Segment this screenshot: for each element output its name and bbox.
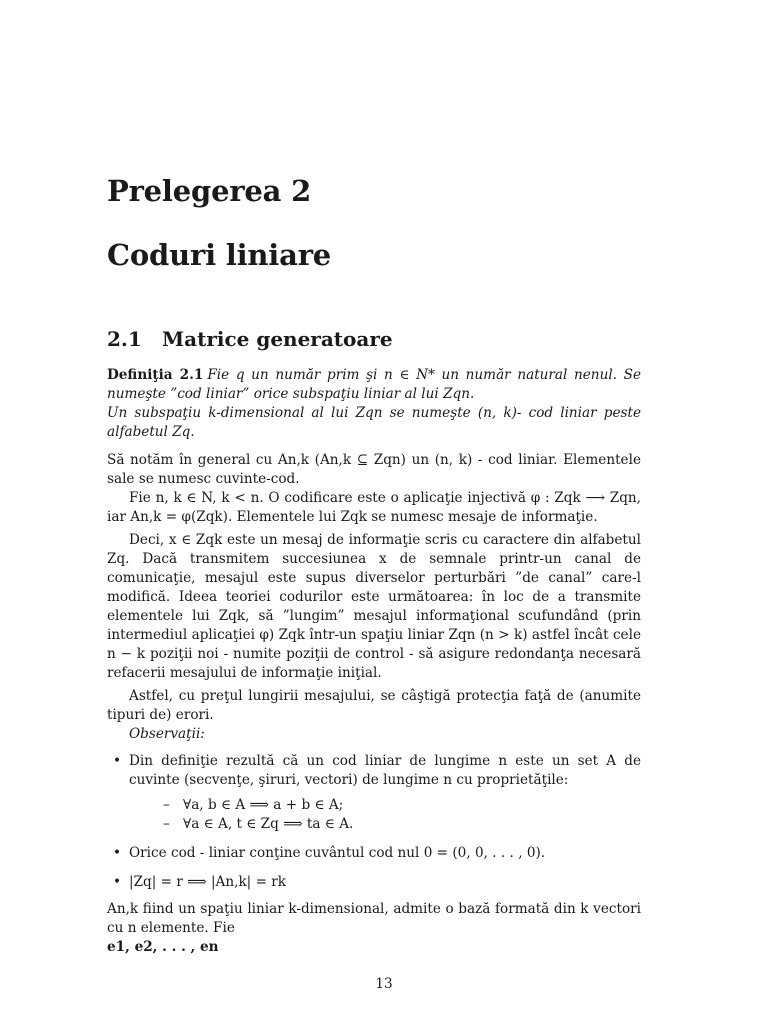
property-item-1: – ∀a, b ∈ A ⟹ a + b ∈ A; [129,796,641,815]
paragraph-1: Să notăm în general cu An,k (An,k ⊆ Zqn) un (n, k) - cod liniar. Elementele sale se numesc cuvinte-cod. [107,452,641,487]
lecture-title: Prelegerea 2 [107,174,312,208]
bullet-text-2: Orice cod - liniar conţine cuvântul cod nul 0 = (0, 0, . . . , 0). [129,845,546,861]
property-item-2: – ∀a ∈ A, t ∈ Zq ⟹ ta ∈ A. [129,815,641,834]
definition-text-1: Fie q un număr prim şi n ∈ N* un număr natural nenul. Se numeşte ”cod liniar” orice subspaţiu liniar al lui Zqn. [107,367,641,402]
section-heading [107,327,393,351]
bullet-text-1: Din definiţie rezultă că un cod liniar de lungime n este un set A de cuvinte (secvenţe, şiruri, vectori) de lungime n cu proprietăţile: [129,753,641,788]
definition-text-2: Un subspaţiu k-dimensional al lui Zqn se numeşte (n, k)- cod liniar peste alfabetul Zq. [107,405,641,440]
chapter-title: Coduri liniare [107,238,332,272]
definition-label: Definiţia 2.1 [107,367,204,383]
paragraph-4: Astfel, cu preţul lungirii mesajului, se câştigă protecţia faţă de (anumite tipuri de) erori. [107,688,641,723]
property-list [129,796,641,834]
bullet-text-3: |Zq| = r ⟹ |An,k| = rk [129,874,287,890]
list-item [107,752,641,834]
observations-list [107,752,641,892]
basis-vectors: e1, e2, . . . , en [107,939,219,955]
paragraph-3: Deci, x ∈ Zqk este un mesaj de informaţie scris cu caractere din alfabetul Zq. Dacă transmitem succesiunea x de semnale printr-un canal de comunicaţie, mesajul este supus diverselor perturbări ”de canal” care-l modifică. Ideea teoriei codurilor este următoarea: în loc de a transmite elementele lui Zqk, să ”lungim” mesajul informaţional scufundând (prin intermediul aplicaţiei φ) Zqk într-un spaţiu liniar Zqn (n > k) astfel încât cele n − k poziţii noi - numite poziţii de control - să asigure redondanţa necesară refacerii mesajului de informaţie iniţial. [107,532,641,681]
definition-block [107,366,641,404]
final-paragraph: An,k fiind un spaţiu liniar k-dimensional, admite o bază formată din k vectori cu n elemente. Fie [107,901,641,936]
section-title: Matrice generatoare [162,327,393,351]
list-item [107,873,641,892]
page-number: 13 [375,976,393,992]
observations-label: Observaţii: [129,726,205,742]
body-text [107,366,641,957]
paragraph-2: Fie n, k ∈ N, k < n. O codificare este o aplicaţie injectivă φ : Zqk ⟶ Zqn, iar An,k = φ(Zqk). Elementele lui Zqk se numesc mesaje de informaţie. [107,490,641,525]
section-number: 2.1 [107,327,142,351]
list-item [107,844,641,863]
